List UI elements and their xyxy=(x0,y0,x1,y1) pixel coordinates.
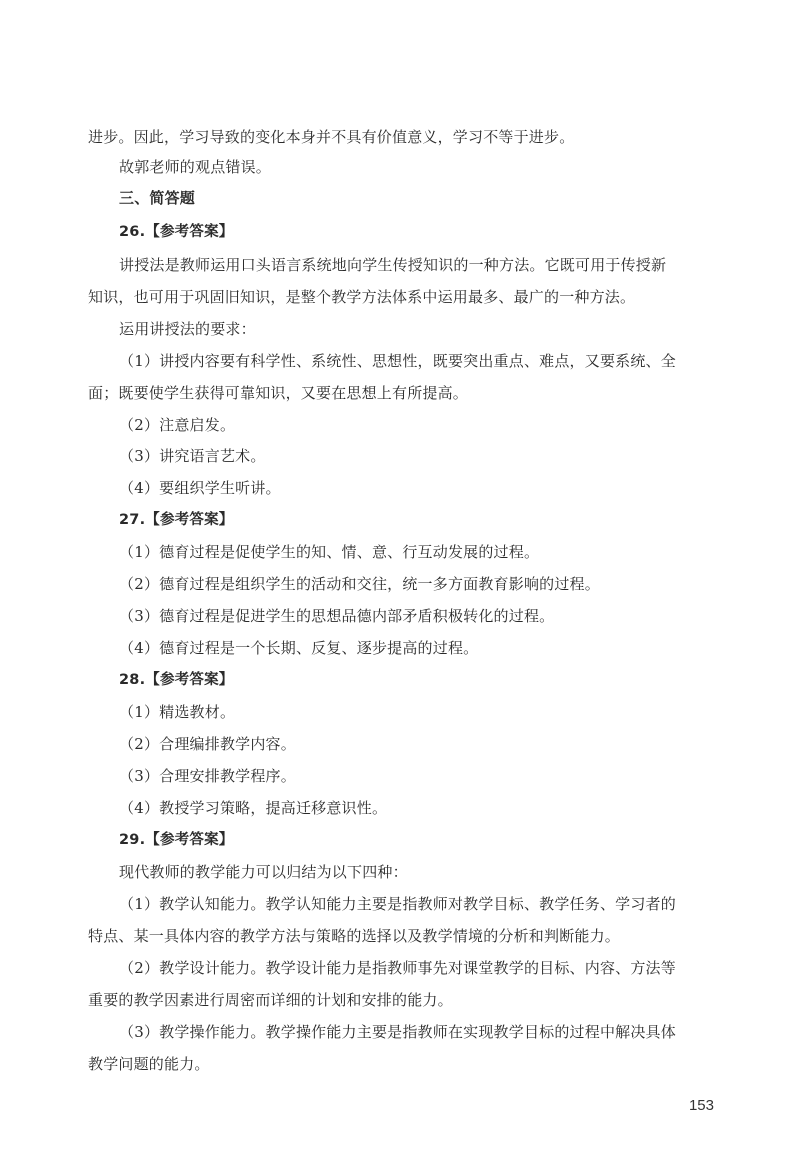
paragraph-line: 教学问题的能力。 xyxy=(88,1055,210,1073)
list-item: （4）要组织学生听讲。 xyxy=(119,479,281,497)
paragraph-line: 故郭老师的观点错误。 xyxy=(119,158,272,176)
list-item: （1）教学认知能力。教学认知能力主要是指教师对教学目标、教学任务、学习者的 xyxy=(119,895,676,913)
question-title-29: 29.【参考答案】 xyxy=(119,832,234,848)
question-title-26: 26.【参考答案】 xyxy=(119,224,234,240)
paragraph-line: 面；既要使学生获得可靠知识，又要在思想上有所提高。 xyxy=(88,384,469,402)
list-item: （2）德育过程是组织学生的活动和交往，统一多方面教育影响的过程。 xyxy=(119,575,600,593)
list-item: （2）教学设计能力。教学设计能力是指教师事先对课堂教学的目标、内容、方法等 xyxy=(119,959,676,977)
list-item: （2）注意启发。 xyxy=(119,416,236,434)
section-heading: 三、简答题 xyxy=(119,189,196,207)
list-item: （1）讲授内容要有科学性、系统性、思想性，既要突出重点、难点，又要系统、全 xyxy=(119,352,676,370)
list-item: （3）合理安排教学程序。 xyxy=(119,767,296,785)
list-item: （1）精选教材。 xyxy=(119,703,236,721)
list-item: （4）教授学习策略，提高迁移意识性。 xyxy=(119,799,388,817)
paragraph-line: 现代教师的教学能力可以归结为以下四种： xyxy=(119,863,408,881)
list-item: （4）德育过程是一个长期、反复、逐步提高的过程。 xyxy=(119,639,479,657)
page-number: 153 xyxy=(688,1097,714,1114)
paragraph-line: 重要的教学因素进行周密而详细的计划和安排的能力。 xyxy=(88,991,453,1009)
list-item: （2）合理编排教学内容。 xyxy=(119,735,296,753)
list-item: （1）德育过程是促使学生的知、情、意、行互动发展的过程。 xyxy=(119,543,540,561)
list-item: （3）德育过程是促进学生的思想品德内部矛盾积极转化的过程。 xyxy=(119,607,555,625)
question-title-27: 27.【参考答案】 xyxy=(119,512,234,528)
paragraph-line: 讲授法是教师运用口头语言系统地向学生传授知识的一种方法。它既可用于传授新 xyxy=(119,256,667,274)
question-title-28: 28.【参考答案】 xyxy=(119,672,234,688)
list-item: （3）讲究语言艺术。 xyxy=(119,447,266,465)
paragraph-line: 知识，也可用于巩固旧知识，是整个教学方法体系中运用最多、最广的一种方法。 xyxy=(88,288,636,306)
list-item: （3）教学操作能力。教学操作能力主要是指教师在实现教学目标的过程中解决具体 xyxy=(119,1023,676,1041)
paragraph-line: 特点、某一具体内容的教学方法与策略的选择以及教学情境的分析和判断能力。 xyxy=(88,927,621,945)
paragraph-line: 运用讲授法的要求： xyxy=(119,320,256,338)
paragraph-line: 进步。因此，学习导致的变化本身并不具有价值意义，学习不等于进步。 xyxy=(88,128,575,146)
